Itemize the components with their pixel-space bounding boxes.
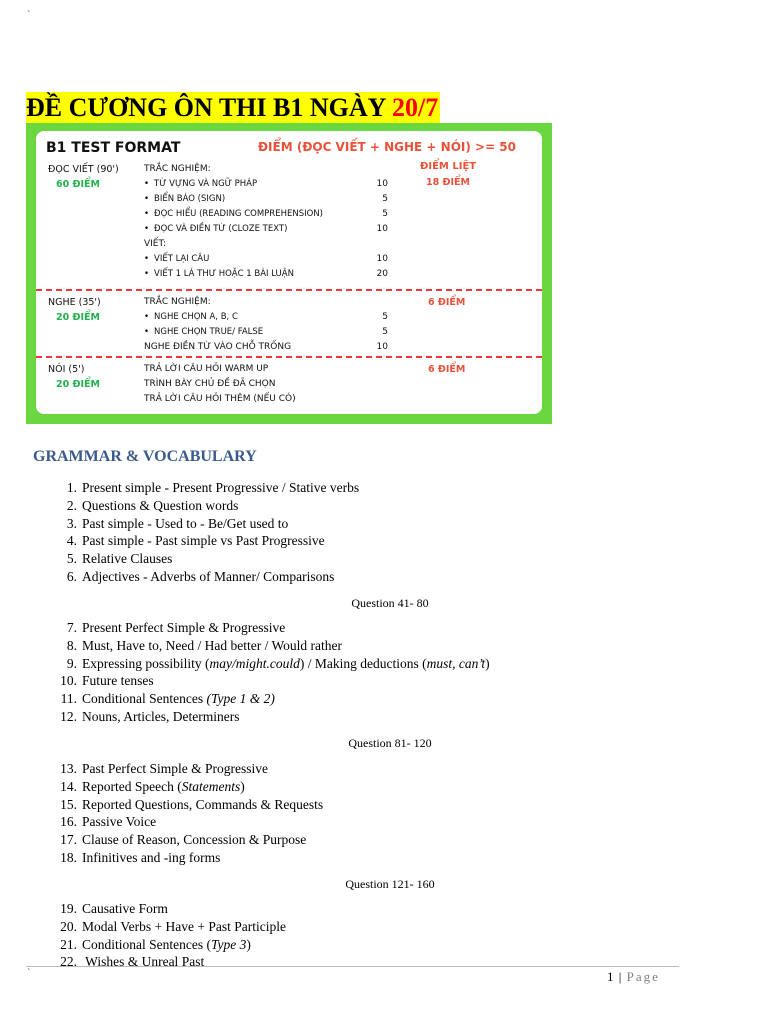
fail-threshold-label: ĐIỂM LIỆT (420, 161, 477, 172)
section-row-header: NGHE ĐIỀN TỪ VÀO CHỖ TRỐNG (144, 342, 292, 352)
grammar-topic (55, 708, 239, 726)
topic-text: Past simple - Past simple vs Past Progressive (82, 533, 325, 549)
topic-number: 1. (66, 480, 77, 495)
grammar-topic (55, 900, 168, 918)
topic-number: 14. (60, 778, 77, 794)
topic-text: Passive Voice (82, 814, 157, 830)
title-date: 20/7 (391, 93, 439, 122)
section-fail-score: 6 ĐIỂM (428, 297, 466, 308)
grammar-topic (55, 918, 286, 936)
topic-text: Infinitives and -ing forms (82, 850, 221, 865)
grammar-topic (55, 619, 285, 637)
section-name: NÓI (5') (48, 364, 85, 375)
topic-text: Modal Verbs + Have + Past Participle (82, 918, 286, 934)
section-score: 20 ĐIỂM (56, 312, 100, 323)
test-format-title: B1 TEST FORMAT (46, 140, 181, 156)
section-row-header: TRẮC NGHIỆM: (144, 297, 211, 307)
row-points: 5 (382, 209, 388, 219)
passing-rule: ĐIỂM (ĐỌC VIẾT + NGHE + NÓI) >= 50 (258, 140, 517, 154)
title-main: ĐỀ CƯƠNG ÔN THI B1 NGÀY (26, 93, 392, 122)
topic-number: 18. (60, 850, 77, 865)
topic-number: 19. (60, 901, 77, 916)
section-row-header: TRẢ LỜI CÂU HỎI WARM UP (144, 364, 269, 374)
topic-number: 2. (66, 497, 77, 513)
section-row: VIẾT LẠI CÂU (154, 254, 210, 264)
test-format-table (26, 123, 552, 424)
page-label: Page (626, 969, 660, 984)
section-fail-score: 6 ĐIỂM (428, 364, 466, 375)
topic-number: 17. (60, 832, 77, 848)
grammar-topic (55, 953, 204, 971)
grammar-heading: GRAMMAR & VOCABULARY (33, 448, 257, 465)
row-points: 10 (376, 224, 388, 234)
section-row: VIẾT 1 LÁ THƯ HOẶC 1 BÀI LUẬN (154, 269, 294, 279)
topic-number: 10. (60, 673, 77, 689)
topic-text: Reported Questions, Commands & Requests (82, 796, 324, 812)
section-score: 20 ĐIỂM (56, 379, 100, 390)
topic-number: 15. (60, 796, 77, 812)
topic-text: Future tenses (82, 673, 154, 689)
topic-number: 3. (66, 515, 77, 531)
bullet-icon: • (144, 312, 150, 322)
grammar-topic (55, 813, 156, 831)
bullet-icon: • (144, 269, 150, 279)
grammar-topic (55, 532, 325, 550)
topic-number: 16. (60, 814, 77, 830)
question-range: Question 41- 80 (351, 596, 429, 610)
topic-number: 5. (66, 551, 77, 567)
footer-mark: ` (27, 968, 31, 979)
footer-divider (26, 966, 679, 967)
grammar-topic (55, 568, 334, 586)
section-row-header: TRÌNH BÀY CHỦ ĐỀ ĐÃ CHỌN (144, 379, 276, 389)
bullet-icon: • (144, 254, 150, 264)
topic-text: Causative Form (82, 901, 168, 916)
grammar-topic (55, 849, 220, 867)
row-points: 20 (376, 269, 388, 279)
section-divider (36, 356, 542, 358)
grammar-topic (55, 690, 275, 708)
grammar-topic (55, 515, 288, 533)
topic-text: Nouns, Articles, Determiners (82, 709, 240, 724)
topic-number: 4. (66, 533, 77, 549)
topic-number: 8. (66, 637, 77, 653)
section-row-header: TRẮC NGHIỆM: (144, 164, 211, 174)
topic-text: Relative Clauses (82, 551, 173, 567)
topic-number: 20. (60, 918, 77, 934)
grammar-topic (55, 672, 154, 690)
section-row: BIỂN BÁO (SIGN) (154, 194, 226, 204)
topic-number: 11. (60, 691, 77, 707)
page-footer (607, 969, 660, 985)
page-separator: | (618, 969, 622, 984)
topic-text: Clause of Reason, Concession & Purpose (82, 832, 307, 848)
topic-number: 7. (66, 620, 77, 635)
section-row-header: TRẢ LỜI CÂU HỎI THÊM (NẾU CÓ) (144, 394, 296, 404)
section-row: NGHE CHỌN TRUE/ FALSE (154, 327, 264, 337)
question-range: Question 121- 160 (345, 877, 435, 891)
grammar-topic (55, 778, 245, 796)
section-row: TỪ VỰNG VÀ NGỮ PHÁP (154, 179, 258, 189)
bullet-icon: • (144, 224, 150, 234)
bullet-icon: • (144, 179, 150, 189)
topic-text: Adjectives - Adverbs of Manner/ Comparisons (82, 569, 335, 584)
topic-text: Must, Have to, Need / Had better / Would rather (82, 637, 342, 653)
grammar-topic (55, 936, 251, 954)
topic-text: Past simple - Used to - Be/Get used to (82, 515, 289, 531)
topic-number: 12. (60, 709, 77, 724)
grammar-topic (55, 796, 323, 814)
topic-text: Conditional Sentences (Type 3) (82, 936, 251, 952)
row-points: 5 (382, 312, 388, 322)
topic-number: 22. (60, 954, 77, 970)
topic-text: Expressing possibility (may/might.could) / Making deductions (must, can’t) (82, 655, 490, 671)
topic-text: Past Perfect Simple & Progressive (82, 761, 268, 776)
page-number: 1 (607, 969, 614, 984)
bullet-icon: • (144, 327, 150, 337)
section-name: NGHE (35') (48, 297, 101, 308)
grammar-topic (55, 831, 306, 849)
row-points: 10 (376, 179, 388, 189)
topic-text: Reported Speech (Statements) (82, 778, 245, 794)
topic-number: 6. (66, 569, 77, 584)
topic-number: 21. (60, 936, 77, 952)
test-format-card (36, 131, 542, 414)
row-points: 5 (382, 327, 388, 337)
grammar-topic (55, 760, 268, 778)
section-row: ĐỌC VÀ ĐIỀN TỪ (CLOZE TEXT) (154, 224, 288, 234)
row-points: 5 (382, 194, 388, 204)
topic-text: Questions & Question words (82, 497, 239, 513)
section-name: ĐỌC VIẾT (90') (48, 164, 119, 175)
bullet-icon: • (144, 194, 150, 204)
topic-number: 9. (66, 655, 77, 671)
question-range: Question 81- 120 (348, 736, 432, 750)
grammar-topic (55, 637, 342, 655)
topic-text: Wishes & Unreal Past (82, 954, 205, 970)
topic-text: Conditional Sentences (Type 1 & 2) (82, 691, 275, 707)
topic-number: 13. (60, 761, 77, 776)
bullet-icon: • (144, 209, 150, 219)
grammar-topic (55, 655, 490, 673)
section-divider (36, 289, 542, 291)
row-points: 10 (376, 342, 388, 352)
section-row-header: VIẾT: (144, 239, 167, 249)
topic-text: Present Perfect Simple & Progressive (82, 620, 286, 635)
section-row: NGHE CHỌN A, B, C (154, 312, 238, 322)
row-points: 10 (376, 254, 388, 264)
header-mark: ` (27, 10, 31, 21)
section-fail-score: 18 ĐIỂM (426, 177, 470, 188)
topic-text: Present simple - Present Progressive / Stative verbs (82, 480, 360, 495)
section-row: ĐỌC HIỂU (READING COMPREHENSION) (154, 209, 323, 219)
grammar-topic (55, 550, 172, 568)
grammar-topic (55, 497, 238, 515)
section-score: 60 ĐIỂM (56, 179, 100, 190)
grammar-topic (55, 479, 359, 497)
document-title (26, 92, 440, 123)
